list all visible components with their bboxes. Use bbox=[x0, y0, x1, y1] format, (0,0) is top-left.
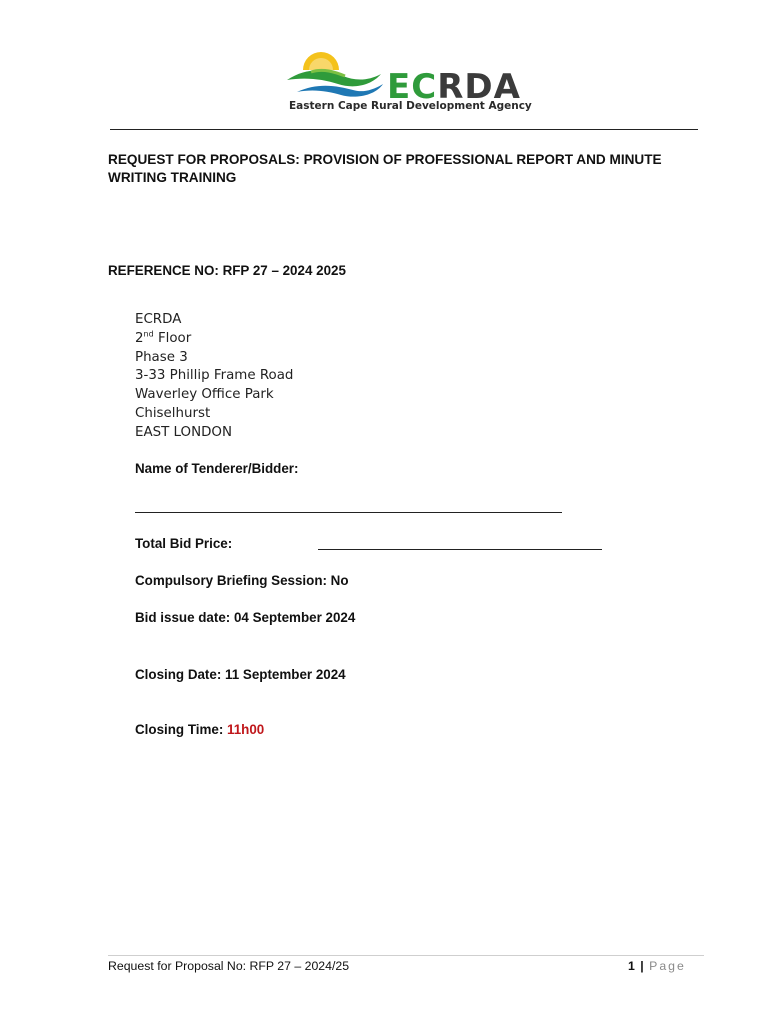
sun-wave-icon bbox=[283, 40, 393, 100]
bid-issue-date: Bid issue date: 04 September 2024 bbox=[135, 610, 356, 625]
address-line: 3-33 Phillip Frame Road bbox=[135, 368, 294, 384]
closing-date: Closing Date: 11 September 2024 bbox=[135, 667, 346, 682]
document-title bbox=[108, 151, 708, 187]
address-block bbox=[135, 311, 293, 443]
ecrda-logo bbox=[283, 40, 533, 115]
address-line: ECRDA bbox=[135, 312, 182, 327]
bid-price-line[interactable] bbox=[318, 549, 602, 550]
address-line: 2nd Floor bbox=[135, 329, 192, 346]
footer-proposal-number: Request for Proposal No: RFP 27 – 2024/25 bbox=[108, 959, 350, 973]
title-line-2: WRITING TRAINING bbox=[108, 170, 237, 185]
logo-tagline: Eastern Cape Rural Development Agency bbox=[289, 100, 532, 112]
footer-divider bbox=[108, 955, 704, 956]
footer-page-indicator: 1 | Page bbox=[628, 959, 686, 973]
reference-number: REFERENCE NO: RFP 27 – 2024 2025 bbox=[108, 263, 346, 278]
closing-time: Closing Time: 11h00 bbox=[135, 722, 265, 737]
address-line: EAST LONDON bbox=[135, 424, 232, 440]
briefing-session: Compulsory Briefing Session: No bbox=[135, 573, 349, 588]
header-divider bbox=[110, 129, 698, 130]
tenderer-name-line[interactable] bbox=[135, 512, 562, 513]
address-line: Waverley Office Park bbox=[135, 387, 274, 403]
title-line-1: REQUEST FOR PROPOSALS: PROVISION OF PROFESSIONAL REPORT AND MINUTE bbox=[108, 152, 662, 167]
logo-wordmark: ECRDA bbox=[387, 67, 521, 107]
bid-price-label: Total Bid Price: bbox=[135, 536, 233, 551]
closing-time-value: 11h00 bbox=[227, 722, 265, 737]
tenderer-label: Name of Tenderer/Bidder: bbox=[135, 461, 299, 476]
address-line: Chiselhurst bbox=[135, 405, 211, 421]
address-line: Phase 3 bbox=[135, 349, 188, 365]
